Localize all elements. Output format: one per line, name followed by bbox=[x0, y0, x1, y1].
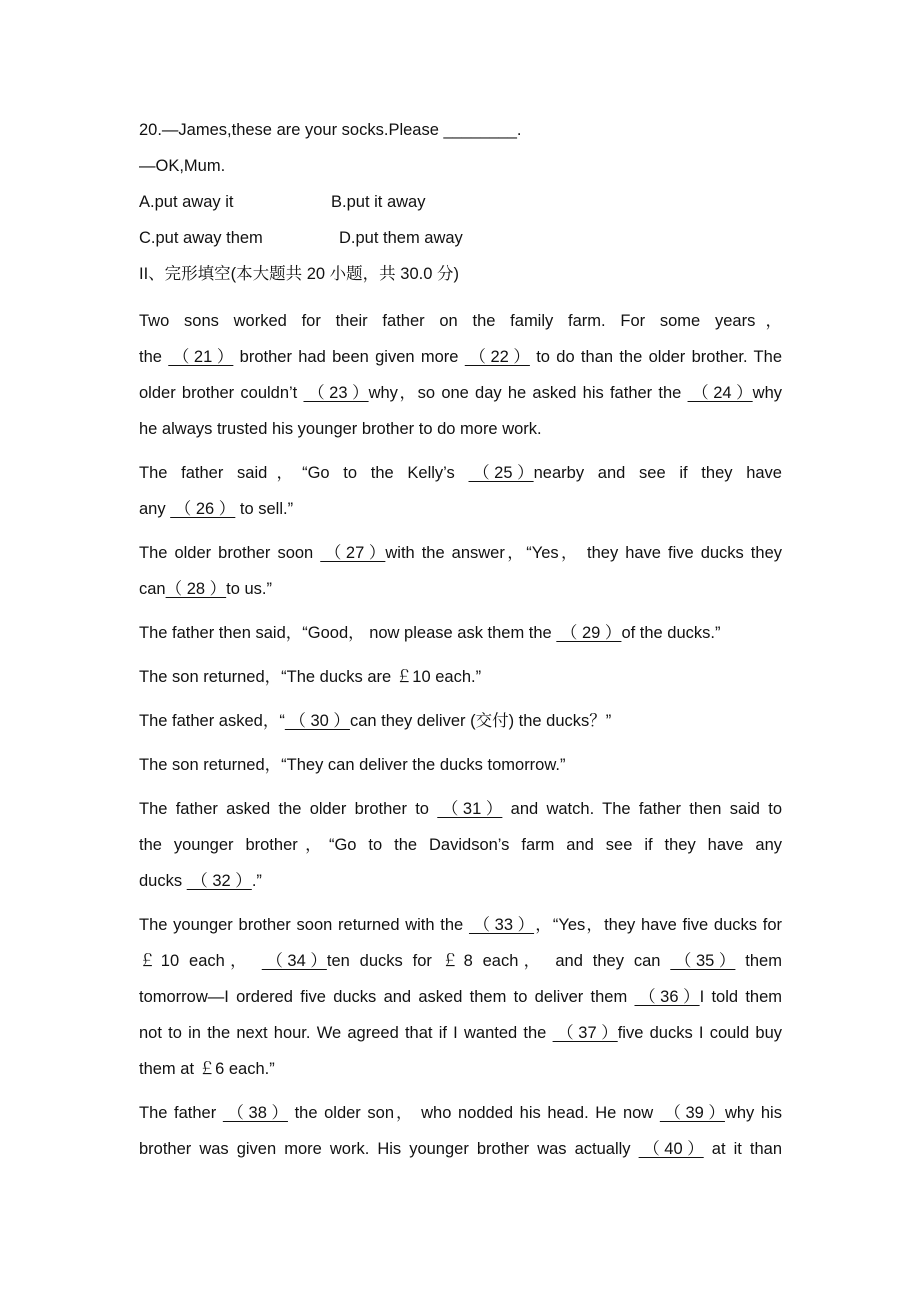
text-run: to sell.” bbox=[239, 500, 294, 518]
paragraph-9 bbox=[139, 907, 782, 1087]
paragraph-line bbox=[139, 571, 782, 607]
blank-26[interactable]: （ 26 ） bbox=[170, 500, 236, 518]
question-20-stem: 20.—James,these are your socks.Please ________. bbox=[139, 121, 522, 139]
blank-37[interactable]: （ 37 ） bbox=[552, 1024, 618, 1042]
blank-32[interactable]: （ 32 ） bbox=[186, 872, 252, 890]
paragraph-2 bbox=[139, 455, 782, 527]
text-run: not to in the next hour. We agreed that if I wanted the bbox=[139, 1024, 547, 1042]
paragraph-line: Two sons worked for their father on the family farm. For some years， bbox=[139, 312, 782, 330]
blank-25[interactable]: （ 25 ） bbox=[468, 464, 534, 482]
blank-39[interactable]: （ 39 ） bbox=[659, 1104, 725, 1122]
text-run: of the ducks.” bbox=[621, 624, 721, 642]
text-run: why，so one day he asked his father the bbox=[368, 384, 682, 402]
text-run: ￡10 each， bbox=[139, 952, 252, 970]
paragraph-6 bbox=[139, 703, 782, 739]
paragraph-line bbox=[139, 979, 782, 1015]
blank-28[interactable]: （ 28 ） bbox=[165, 580, 227, 598]
text-run: five ducks I could buy bbox=[617, 1024, 782, 1042]
text-run: The father said，“Go to the Kelly’s bbox=[139, 464, 455, 482]
paragraph-line bbox=[139, 339, 782, 375]
paragraph-4 bbox=[139, 615, 782, 651]
paragraph-1 bbox=[139, 303, 782, 447]
paragraph-line bbox=[139, 375, 782, 411]
blank-24[interactable]: （ 24 ） bbox=[687, 384, 753, 402]
question-20-options-row2 bbox=[139, 223, 782, 259]
text-run: older brother couldn’t bbox=[139, 384, 298, 402]
text-run: ten ducks for ￡8 each， and they can bbox=[326, 952, 661, 970]
text-run: nearby and see if they have bbox=[533, 464, 782, 482]
paragraph-line: The son returned，“They can deliver the ducks tomorrow.” bbox=[139, 756, 566, 774]
blank-40[interactable]: （ 40 ） bbox=[638, 1140, 704, 1158]
text-run: The younger brother soon returned with the bbox=[139, 916, 464, 934]
paragraph-line bbox=[139, 1015, 782, 1051]
text-run: tomorrow—I ordered five ducks and asked them to deliver them bbox=[139, 988, 628, 1006]
question-20-options-row1 bbox=[139, 187, 782, 223]
text-run: the older son， who nodded his head. He now bbox=[294, 1104, 654, 1122]
blank-35[interactable]: （ 35 ） bbox=[670, 952, 736, 970]
text-run: at it than bbox=[711, 1140, 782, 1158]
text-run: can bbox=[139, 580, 166, 598]
blank-27[interactable]: （ 27 ） bbox=[320, 544, 386, 562]
option-c[interactable]: C.put away them bbox=[139, 229, 263, 247]
paragraph-line bbox=[139, 703, 782, 739]
paragraph-10 bbox=[139, 1095, 782, 1167]
text-run: ，“Yes，they have five ducks for bbox=[534, 916, 782, 934]
blank-22[interactable]: （ 22 ） bbox=[464, 348, 530, 366]
paragraph-line: the younger brother，“Go to the Davidson’s farm and see if they have any bbox=[139, 836, 782, 854]
text-run: the bbox=[139, 348, 162, 366]
text-run: .” bbox=[251, 872, 262, 890]
paragraph-8 bbox=[139, 791, 782, 899]
blank-33[interactable]: （ 33 ） bbox=[468, 916, 535, 934]
paragraph-line: The son returned，“The ducks are ￡10 each.” bbox=[139, 668, 482, 686]
option-d[interactable]: D.put them away bbox=[339, 229, 463, 247]
blank-38[interactable]: （ 38 ） bbox=[222, 1104, 288, 1122]
text-run: The older brother soon bbox=[139, 544, 314, 562]
blank-30[interactable]: （ 30 ） bbox=[284, 712, 350, 730]
paragraph-5 bbox=[139, 659, 782, 695]
paragraph-line bbox=[139, 791, 782, 827]
blank-29[interactable]: （ 29 ） bbox=[556, 624, 622, 642]
paragraph-line: he always trusted his younger brother to do more work. bbox=[139, 420, 542, 438]
option-a[interactable]: A.put away it bbox=[139, 193, 234, 211]
blank-23[interactable]: （ 23 ） bbox=[303, 384, 369, 402]
text-run: brother was given more work. His younger brother was actually bbox=[139, 1140, 631, 1158]
option-b[interactable]: B.put it away bbox=[331, 193, 426, 211]
paragraph-line bbox=[139, 455, 782, 491]
text-run: The father asked，“ bbox=[139, 712, 285, 730]
paragraph-line bbox=[139, 535, 782, 571]
text-run: why bbox=[752, 384, 782, 402]
blank-34[interactable]: （ 34 ） bbox=[261, 952, 327, 970]
blank-21[interactable]: （ 21 ） bbox=[168, 348, 234, 366]
text-run: The father then said，“Good， now please ask them the bbox=[139, 624, 552, 642]
text-run: brother had been given more bbox=[239, 348, 459, 366]
exam-content bbox=[139, 115, 782, 1175]
text-run: and watch. The father then said to bbox=[510, 800, 782, 818]
paragraph-line bbox=[139, 1131, 782, 1167]
question-20-reply: —OK,Mum. bbox=[139, 157, 226, 175]
paragraph-line: them at ￡6 each.” bbox=[139, 1060, 275, 1078]
blank-36[interactable]: （ 36 ） bbox=[634, 988, 700, 1006]
text-run: them bbox=[745, 952, 782, 970]
blank-31[interactable]: （ 31 ） bbox=[437, 800, 503, 818]
text-run: with the answer，“Yes， they have five ducks they bbox=[385, 544, 782, 562]
paragraph-line bbox=[139, 943, 782, 979]
text-run: ducks bbox=[139, 872, 183, 890]
paragraph-line bbox=[139, 907, 782, 943]
paragraph-3 bbox=[139, 535, 782, 607]
paragraph-line bbox=[139, 1095, 782, 1131]
text-run: to do than the older brother. The bbox=[536, 348, 782, 366]
text-run: The father bbox=[139, 1104, 217, 1122]
text-run: I told them bbox=[699, 988, 782, 1006]
section-title: II、完形填空(本大题共 20 小题，共 30.0 分) bbox=[139, 265, 459, 283]
paragraph-line bbox=[139, 491, 782, 527]
text-run: why his bbox=[724, 1104, 782, 1122]
text-run: The father asked the older brother to bbox=[139, 800, 429, 818]
text-run: to us.” bbox=[226, 580, 272, 598]
text-run: any bbox=[139, 500, 166, 518]
paragraph-line bbox=[139, 863, 782, 899]
paragraph-7 bbox=[139, 747, 782, 783]
paragraph-line bbox=[139, 615, 782, 651]
text-run: can they deliver (交付) the ducks？” bbox=[349, 712, 612, 730]
